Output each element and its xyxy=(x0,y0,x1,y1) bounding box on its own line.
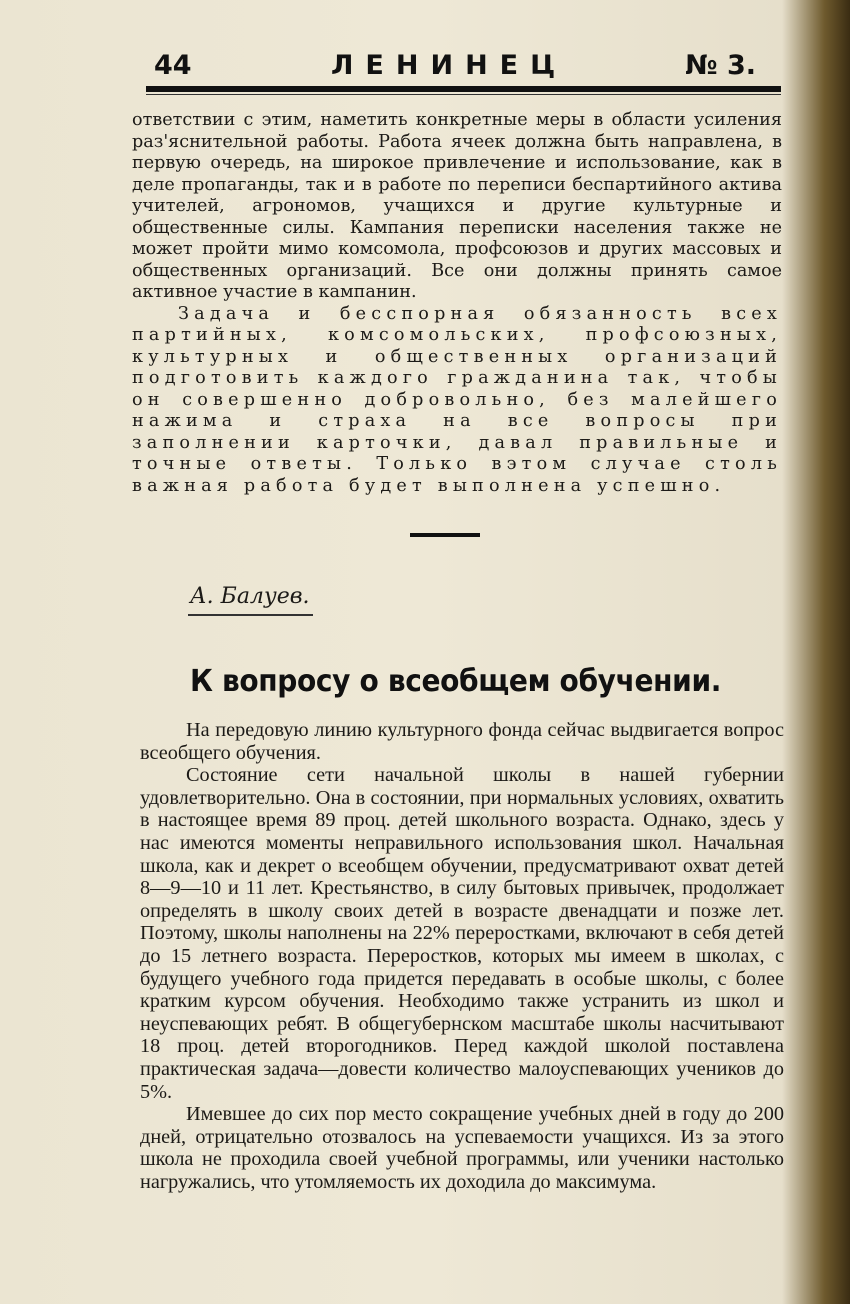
article-author: А. Балуев. xyxy=(190,584,310,609)
paragraph-spaced: Задача и бесспорная обязанность всех партийных, комсомольских, профсоюзных, культурных и общественных организаций подготовить каждого гражданина так, чтобы он совершенно добровольно, без малейшего нажима и страха на все вопросы при заполнении карточки, давал правильные и точные ответы. Только вэтом случае столь важная работа будет выполнена успешно. xyxy=(132,303,782,496)
section-divider xyxy=(410,533,480,537)
paragraph: Состояние сети начальной школы в нашей губернии удовлетворительно. Она в состоянии, при нормальных условиях, охватить в настоящее время 89 проц. детей школьного возраста. Однако, здесь у нас имеются моменты неправильного использования школ. Начальная школа, как и декрет о всеобщем обучении, предусматривают охват детей 8—9—10 и 11 лет. Крестьянство, в силу бытовых привычек, продолжает определять в школу своих детей в возрасте двенадцати и позже лет. Поэтому, школы наполнены на 22% переростками, включают в себя детей до 15 летнего возраста. Переростков, которых мы имеем в школах, с будущего учебного года придется передавать в особые школы, с более кратким курсом обучения. Необходимо также устранить из школ и неуспевающих ребят. В общегубернском масштабе школы насчитывают 18 проц. детей второгодников. Перед каждой школой поставлена практическая задача—довести количество малоуспевающих учеников до 5%. xyxy=(140,764,784,1103)
journal-title: ЛЕНИНЕЦ xyxy=(331,50,568,81)
header-rule-thin xyxy=(146,94,781,95)
author-underline xyxy=(188,614,313,616)
article-body xyxy=(140,719,784,1193)
paragraph: ответствии с этим, наметить конкретные меры в области усиления раз'яснительной работы. Работа ячеек должна быть направлена, в первую очередь, на широкое привлечение и использование, как в деле пропаганды, так и в работе по переписи беспартийного актива учителей, агрономов, учащихся и другие культурные и общественные силы. Кампания переписки населения также не может пройти мимо комсомола, профсоюзов и других массовых и общественных организаций. Все они должны принять самое активное участие в кампанин. xyxy=(132,110,782,302)
article-title: К вопросу о всеобщем обучении. xyxy=(190,664,722,699)
page-header xyxy=(148,48,780,84)
issue-number: № 3. xyxy=(685,50,756,81)
paragraph: На передовую линию культурного фонда сейчас выдвигается вопрос всеобщего обучения. xyxy=(140,719,784,764)
header-rule-thick xyxy=(146,86,781,92)
page-number: 44 xyxy=(154,50,192,81)
paragraph: Имевшее до сих пор место сокращение учебных дней в году до 200 дней, отрицательно отозвалось на успеваемости учащихся. Из за этого школа не проходила своей учебной программы, или ученики настолько нагружались, что утомляемость их доходила до максимума. xyxy=(140,1103,784,1193)
previous-article-text xyxy=(132,110,782,497)
